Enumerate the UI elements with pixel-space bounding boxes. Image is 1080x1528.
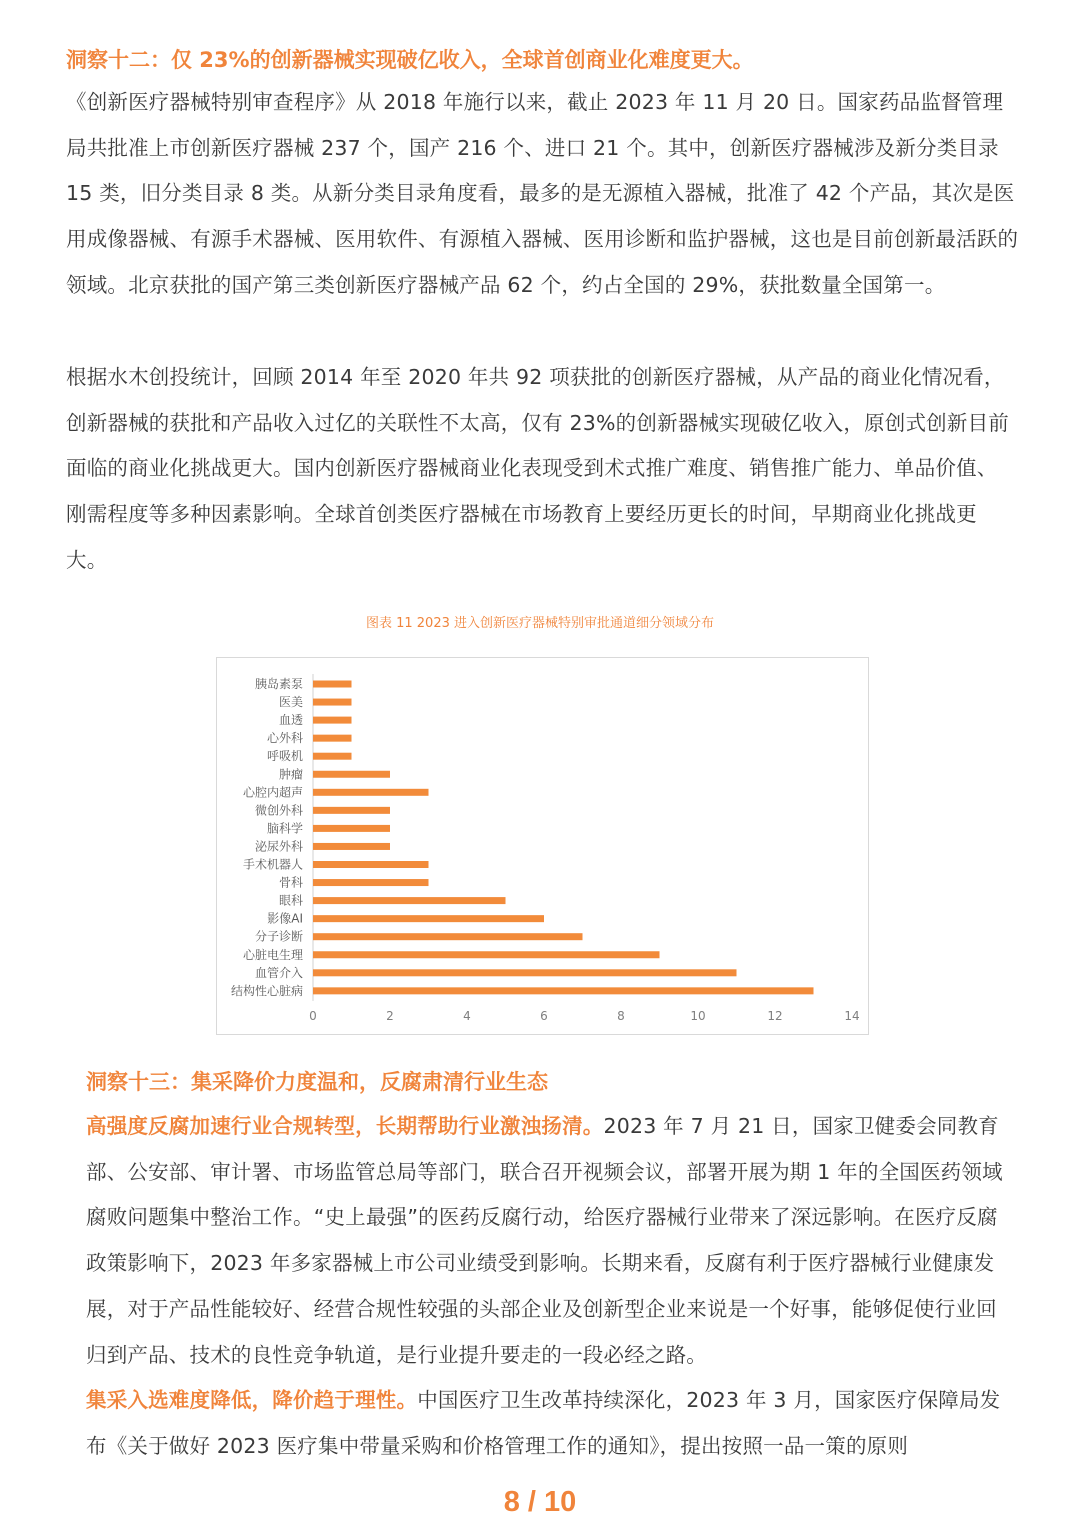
- category-label: 骨科: [278, 875, 303, 890]
- x-tick-label: 12: [767, 1009, 783, 1023]
- insight-12-paragraph-1: 《创新医疗器械特别审查程序》从 2018 年施行以来，截止 2023 年 11 月 20 日。国家药品监督管理局共批准上市创新医疗器械 237 个，国产 216 个、进口 21 个。其中，创新医疗器械涉及新分类目录 15 类，旧分类目录 8 类。从新分类目录角度看，最多的是无源植入器械，批准了 42 个产品，其次是医用成像器械、有源手术器械、医用软件、有源植入器械、医用诊断和监护器械，这也是目前创新最活跃的领域。北京获批的国产第三类创新医疗器械产品 62 个，约占全国的 29%，获批数量全国第一。: [66, 90, 1019, 297]
- bar-心外科: [313, 735, 352, 742]
- bar-心脏电生理: [313, 951, 660, 958]
- category-label: 眼科: [278, 893, 303, 908]
- insight-13-heading: 洞察十三：集采降价力度温和，反腐肃清行业生态: [86, 1070, 548, 1094]
- category-label: 血管介入: [254, 965, 303, 980]
- bar-脑科学: [313, 825, 390, 832]
- insight-13-body-2: 中国医疗卫生改革持续深化，2023 年 3 月，国家医疗保障局发布《关于做好 2023 医疗集中带量采购和价格管理工作的通知》，提出按照一品一策的原则: [86, 1388, 1001, 1458]
- category-label: 分子诊断: [254, 929, 303, 944]
- insight-12-heading: 洞察十二：仅 23%的创新器械实现破亿收入，全球首创商业化难度更大。: [66, 48, 754, 72]
- bar-分子诊断: [313, 933, 583, 940]
- bar-影像AI: [313, 915, 544, 922]
- insight-13-paragraph: [86, 1104, 1016, 1470]
- insight-13-lead-1: 高强度反腐加速行业合规转型，长期帮助行业激浊扬清。: [86, 1114, 604, 1138]
- category-label: 心脏电生理: [242, 947, 303, 962]
- category-label: 心外科: [266, 731, 303, 746]
- bar-眼科: [313, 897, 506, 904]
- bar-手术机器人: [313, 861, 429, 868]
- category-label: 胰岛素泵: [254, 677, 303, 691]
- bar-结构性心脏病: [313, 987, 814, 994]
- category-label: 血透: [278, 713, 303, 728]
- page-number: 8 / 10: [503, 1486, 577, 1518]
- bar-血透: [313, 717, 352, 724]
- category-label: 脑科学: [266, 821, 303, 836]
- bar-chart-svg: [217, 658, 868, 1034]
- bar-胰岛素泵: [313, 681, 352, 688]
- insight-13-lead-2: 集采入选难度降低，降价趋于理性。: [86, 1388, 418, 1413]
- category-label: 心腔内超声: [242, 785, 303, 800]
- bar-chart: [216, 657, 869, 1035]
- category-label: 影像AI: [267, 911, 303, 926]
- category-label: 肿瘤: [278, 767, 303, 782]
- category-label: 医美: [278, 695, 303, 710]
- bar-肿瘤: [313, 771, 390, 778]
- x-tick-label: 8: [617, 1009, 625, 1023]
- bar-心腔内超声: [313, 789, 429, 796]
- category-label: 微创外科: [254, 803, 303, 818]
- x-tick-label: 6: [540, 1009, 548, 1023]
- x-tick-label: 0: [309, 1009, 317, 1023]
- x-tick-label: 2: [386, 1009, 394, 1023]
- bar-呼吸机: [313, 753, 352, 760]
- category-label: 结构性心脏病: [230, 983, 303, 998]
- chart-caption: 图表 11 2023 进入创新医疗器械特别审批通道细分领域分布: [365, 616, 715, 631]
- bar-医美: [313, 699, 352, 706]
- x-tick-label: 4: [463, 1009, 471, 1023]
- bar-微创外科: [313, 807, 390, 814]
- x-tick-label: 10: [690, 1009, 706, 1023]
- insight-12-paragraph-2: 根据水木创投统计，回顾 2014 年至 2020 年共 92 项获批的创新医疗器械，从产品的商业化情况看，创新器械的获批和产品收入过亿的关联性不太高，仅有 23%的创新器械实现破亿收入，原创式创新目前面临的商业化挑战更大。国内创新医疗器械商业化表现受到术式推广难度、销售推广能力、单品价值、刚需程度等多种因素影响。全球首创类医疗器械在市场教育上要经历更长的时间，早期商业化挑战更大。: [66, 365, 1009, 572]
- bar-泌尿外科: [313, 843, 390, 850]
- insight-13-body-1: 2023 年 7 月 21 日，国家卫健委会同教育部、公安部、审计署、市场监管总局等部门，联合召开视频会议，部署开展为期 1 年的全国医药领域腐败问题集中整治工作。“史上最强”的医药反腐行动，给医疗器械行业带来了深远影响。在医疗反腐政策影响下，2023 年多家器械上市公司业绩受到影响。长期来看，反腐有利于医疗器械行业健康发展，对于产品性能较好、经营合规性较强的头部企业及创新型企业来说是一个好事，能够促使行业回归到产品、技术的良性竞争轨道，是行业提升要走的一段必经之路。: [86, 1114, 1003, 1367]
- category-label: 泌尿外科: [254, 839, 303, 854]
- category-label: 呼吸机: [266, 749, 303, 764]
- bar-骨科: [313, 879, 429, 886]
- category-label: 手术机器人: [242, 857, 303, 872]
- bar-血管介入: [313, 969, 737, 976]
- x-tick-label: 14: [844, 1009, 860, 1023]
